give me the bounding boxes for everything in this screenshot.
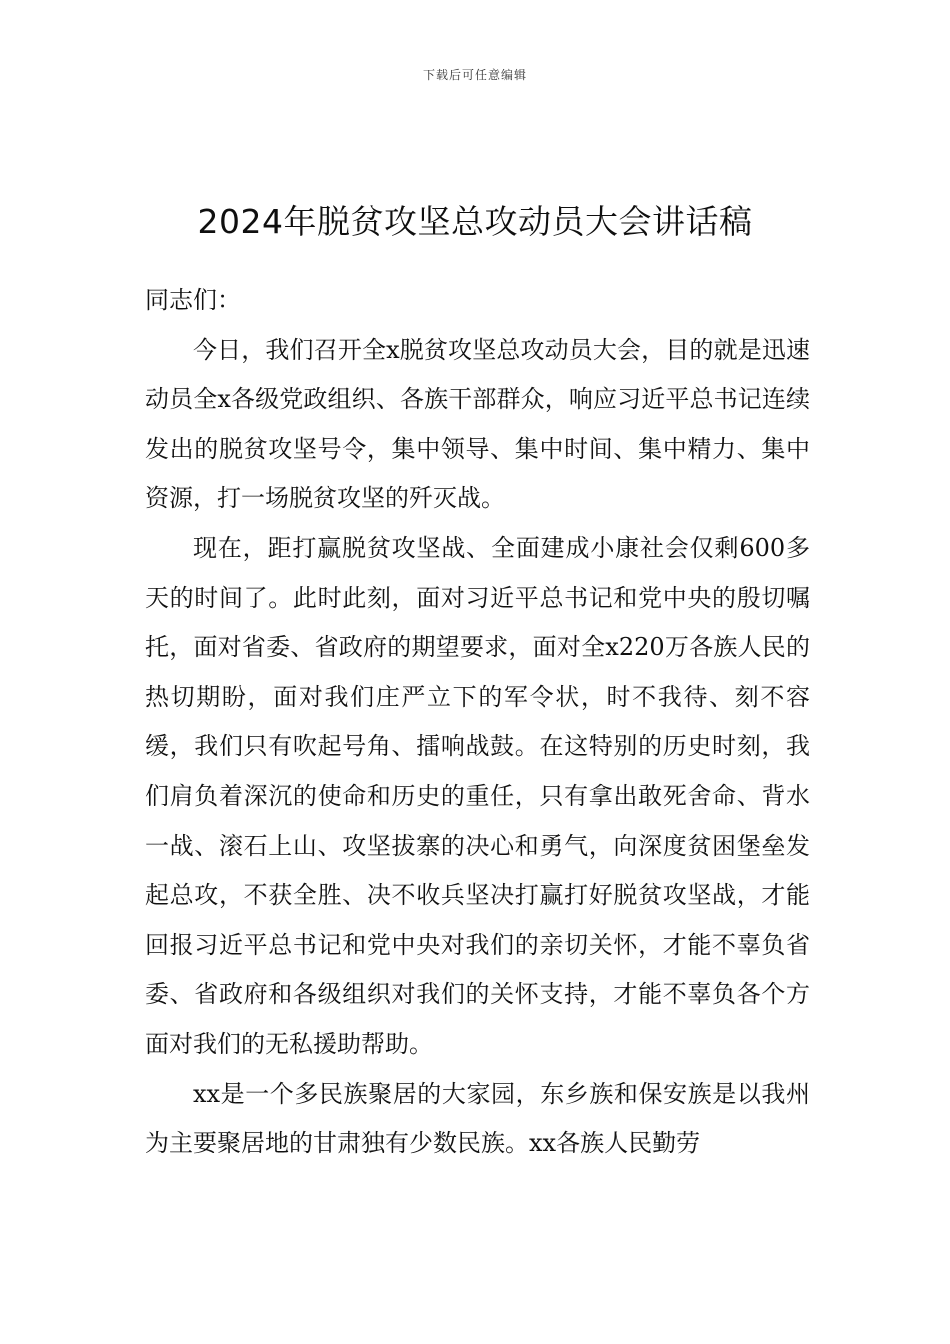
document-title: 2024年脱贫攻坚总攻动员大会讲话稿: [197, 202, 753, 242]
document-body: [145, 276, 810, 1169]
paragraph-1: 今日，我们召开全x脱贫攻坚总攻动员大会，目的就是迅速动员全x各级党政组织、各族干部群众，响应习近平总书记连续发出的脱贫攻坚号令，集中领导、集中时间、集中精力、集中资源，打一场脱贫攻坚的歼灭战。: [145, 335, 810, 513]
greeting: 同志们：: [145, 286, 241, 314]
paragraph-2: 现在，距打赢脱贫攻坚战、全面建成小康社会仅剩600多天的时间了。此时此刻，面对习近平总书记和党中央的殷切嘱托，面对省委、省政府的期望要求，面对全x220万各族人民的热切期盼，面对我们庄严立下的军令状，时不我待、刻不容缓，我们只有吹起号角、擂响战鼓。在这特别的历史时刻，我们肩负着深沉的使命和历史的重任，只有拿出敢死舍命、背水一战、滚石上山、攻坚拔寨的决心和勇气，向深度贫困堡垒发起总攻，不获全胜、决不收兵坚决打赢打好脱贫攻坚战，才能回报习近平总书记和党中央对我们的亲切关怀，才能不辜负省委、省政府和各级组织对我们的关怀支持，才能不辜负各个方面对我们的无私援助帮助。: [145, 533, 810, 1058]
paragraph-3: xx是一个多民族聚居的大家园，东乡族和保安族是以我州为主要聚居地的甘肃独有少数民族。xx各族人民勤劳: [145, 1079, 810, 1158]
header-note: 下载后可任意编辑: [422, 68, 527, 82]
